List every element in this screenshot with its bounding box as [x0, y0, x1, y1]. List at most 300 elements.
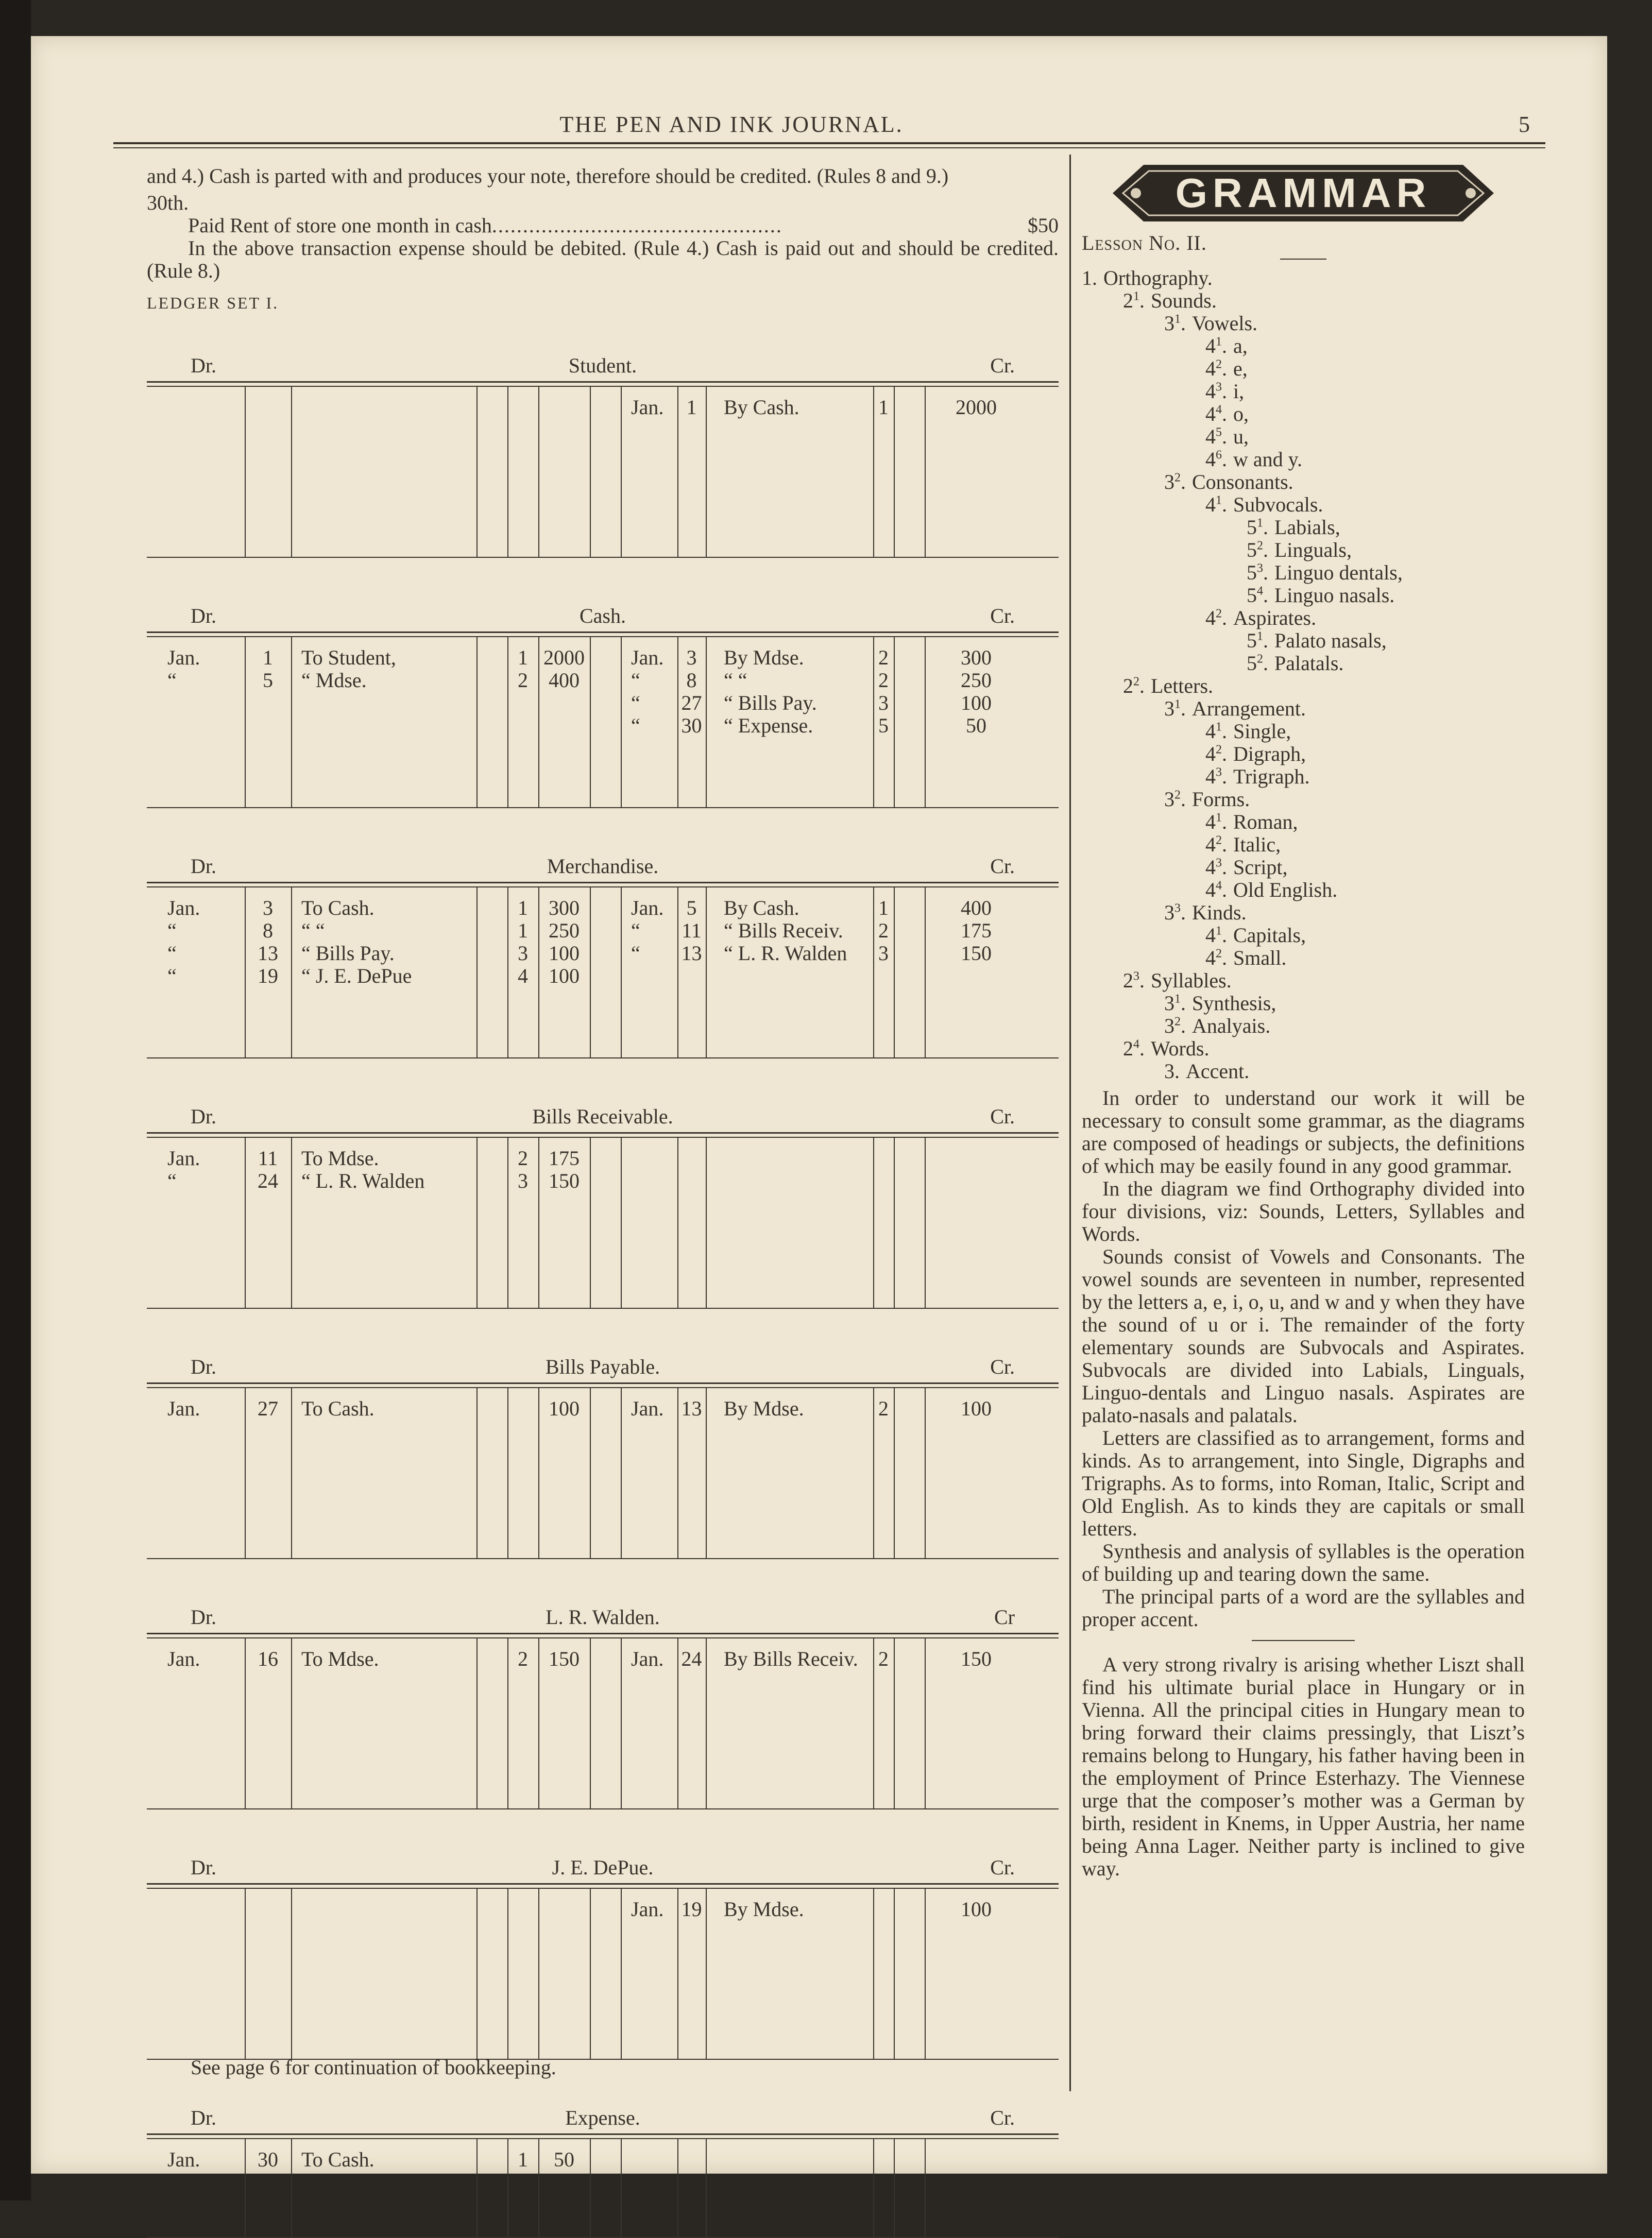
- ledger-column-line: [894, 1889, 895, 2059]
- ledger-debit-amount: 50: [554, 2148, 574, 2171]
- outline-item: [1082, 539, 1525, 561]
- ledger-column-line: [590, 387, 591, 557]
- rent-entry: [147, 214, 1059, 237]
- outline-item: [1082, 743, 1525, 765]
- ledger-column-line: [894, 1388, 895, 1558]
- ledger-debit-desc: To Cash.: [301, 1397, 374, 1420]
- ledger-heading: [147, 1602, 1059, 1633]
- ledger-column-line: [706, 1889, 707, 2059]
- credit-label: Cr.: [990, 1105, 1015, 1128]
- ledger-account: [147, 1852, 1059, 2060]
- outline-number: 4: [1205, 448, 1216, 471]
- section-rule: [1252, 1640, 1355, 1641]
- rent-entry-amount: $50: [1028, 214, 1059, 237]
- outline-number: 4: [1205, 425, 1216, 448]
- ledger-column-line: [507, 1388, 508, 1558]
- ledger-column-line: [590, 887, 591, 1057]
- ledger-column-line: [476, 1638, 478, 1808]
- ledger-credit-folio: 2: [878, 1397, 889, 1420]
- outline-item: [1082, 584, 1525, 607]
- ledger-debit-amount: 100: [549, 964, 580, 987]
- ledger-debit-desc: To Student,: [301, 646, 396, 669]
- ledger-debit-month: “: [167, 942, 177, 965]
- outline-dot: .: [1139, 674, 1145, 697]
- header-rule-top: [113, 142, 1545, 144]
- credit-label: Cr: [994, 1605, 1015, 1629]
- outline-superscript: 1: [1257, 516, 1263, 530]
- outline-dot: .: [1139, 969, 1145, 992]
- outline-item: [1082, 561, 1525, 584]
- continuation-note: See page 6 for continuation of bookkeeping.: [191, 2056, 556, 2079]
- ledger-debit-day: 13: [258, 942, 278, 965]
- ledger-column-line: [538, 387, 539, 557]
- ledger-column-line: [621, 1138, 622, 1308]
- outline-number: 2: [1123, 289, 1133, 312]
- outline-text: Vowels.: [1192, 312, 1258, 335]
- outline-dot: .: [1222, 924, 1227, 947]
- ledger-credit-amount: 150: [961, 942, 992, 965]
- ledger-credit-day: 19: [681, 1898, 702, 1921]
- outline-text: Old English.: [1233, 878, 1338, 901]
- ledger-credit-folio: 2: [878, 919, 889, 942]
- ledger-debit-folio: 1: [518, 646, 528, 669]
- outline-item: [1082, 697, 1525, 720]
- ledger-column-line: [677, 1138, 678, 1308]
- ledger-credit-folio: 2: [878, 669, 889, 692]
- ledger-credit-amount: 175: [961, 919, 992, 942]
- outline-number: 4: [1205, 334, 1216, 357]
- ledger-credit-folio: 1: [878, 396, 889, 419]
- bookkeeping-intro: [147, 165, 1059, 314]
- outline-superscript: 1: [1216, 924, 1222, 938]
- ledger-credit-month: Jan.: [631, 1647, 664, 1670]
- outline-dot: .: [1222, 402, 1227, 425]
- outline-text: Linguo nasals.: [1274, 584, 1395, 607]
- ledger-column-line: [291, 637, 292, 807]
- grammar-paragraph: Synthesis and analysis of syllables is the operation of building up and tearing down the same.: [1082, 1540, 1525, 1585]
- ledger-credit-desc: By Mdse.: [724, 1898, 804, 1921]
- outline-text: Capitals,: [1233, 924, 1306, 947]
- outline-item: [1082, 720, 1525, 743]
- outline-dot: .: [1181, 697, 1186, 720]
- ledger-column-line: [590, 1889, 591, 2059]
- grammar-paragraphs: [1082, 1087, 1525, 1631]
- ledger-debit-month: Jan.: [167, 1647, 200, 1670]
- ledger-column-line: [873, 1138, 874, 1308]
- outline-text: Linguals,: [1274, 538, 1352, 561]
- ledger-debit-desc: “ “: [301, 919, 325, 942]
- ledger-credit-folio: 5: [878, 714, 889, 737]
- outline-text: Single,: [1233, 720, 1291, 743]
- ledger-body: [147, 1138, 1059, 1309]
- outline-number: 5: [1247, 538, 1257, 561]
- outline-superscript: 2: [1257, 652, 1263, 666]
- ledger-debit-month: Jan.: [167, 1147, 200, 1170]
- ledger-debit-desc: “ Mdse.: [301, 669, 367, 692]
- ledger-heading: [147, 851, 1059, 882]
- debit-label: Dr.: [191, 2106, 216, 2129]
- journal-title: THE PEN AND INK JOURNAL.: [559, 112, 904, 137]
- outline-number: 3: [1164, 697, 1174, 720]
- ledger-column-line: [590, 1138, 591, 1308]
- ledger-credit-month: Jan.: [631, 396, 664, 419]
- ledger-credit-amount: 100: [961, 1898, 992, 1921]
- ledger-column-line: [706, 2139, 707, 2237]
- page-number: 5: [1519, 112, 1530, 137]
- ledger-column-line: [621, 887, 622, 1057]
- ledger-column-line: [476, 1388, 478, 1558]
- outline-superscript: 2: [1174, 788, 1181, 802]
- ledger-credit-month: “: [631, 669, 640, 692]
- ledger-debit-amount: 100: [549, 942, 580, 965]
- ledger-debit-desc: “ J. E. DePue: [301, 964, 412, 987]
- ledger-credit-day: 5: [686, 896, 697, 919]
- ledger-credit-month: “: [631, 691, 640, 714]
- column-separator: [1069, 155, 1071, 2091]
- ledger-debit-day: 1: [263, 646, 273, 669]
- ledger-debit-month: Jan.: [167, 2148, 200, 2171]
- ledger-debit-day: 24: [258, 1169, 278, 1192]
- outline-text: Palato nasals,: [1274, 629, 1387, 652]
- outline-item: [1082, 335, 1525, 357]
- ledger-debit-day: 19: [258, 964, 278, 987]
- ledger-body: [147, 637, 1059, 808]
- ledger-debit-folio: 3: [518, 1169, 528, 1192]
- ledger-debit-month: “: [167, 919, 177, 942]
- ledger-column-line: [706, 637, 707, 807]
- ledger-debit-amount: 150: [549, 1169, 580, 1192]
- outline-superscript: 4: [1133, 1037, 1139, 1051]
- outline-dot: .: [1222, 946, 1227, 969]
- ledger-credit-amount: 300: [961, 646, 992, 669]
- ledger-credit-day: 30: [681, 714, 702, 737]
- ledger-account: [147, 1602, 1059, 1809]
- outline-dot: .: [1222, 742, 1227, 765]
- ledger-credit-month: “: [631, 919, 640, 942]
- ledger-credit-folio: 1: [878, 896, 889, 919]
- outline-text: Words.: [1151, 1037, 1210, 1060]
- outline-number: 4: [1205, 357, 1216, 380]
- outline-superscript: 2: [1174, 471, 1181, 485]
- ledger-credit-amount: 400: [961, 896, 992, 919]
- outline-item: [1082, 947, 1525, 969]
- ledger-debit-month: Jan.: [167, 646, 200, 669]
- outline-superscript: 4: [1216, 403, 1222, 417]
- ledger-account: [147, 1352, 1059, 1559]
- outline-number: 5: [1247, 561, 1257, 584]
- ledger-column-line: [291, 1388, 292, 1558]
- outline-number: 3: [1164, 788, 1174, 811]
- ledger-credit-month: “: [631, 714, 640, 737]
- credit-label: Cr.: [990, 1856, 1015, 1879]
- ledger-debit-month: “: [167, 669, 177, 692]
- ledger-debit-month: “: [167, 964, 177, 987]
- outline-dot: .: [1139, 289, 1145, 312]
- outline-number: 4: [1205, 742, 1216, 765]
- outline-number: 4: [1205, 833, 1216, 856]
- outline-superscript: 2: [1133, 675, 1139, 689]
- grammar-paragraph: In the diagram we find Orthography divided into four divisions, viz: Sounds, Letters, Syllables and Words.: [1082, 1177, 1525, 1245]
- ledger-double-rule: [147, 1633, 1059, 1638]
- outline-superscript: 1: [1216, 335, 1222, 349]
- ledger-debit-amount: 175: [549, 1147, 580, 1170]
- outline-number: 3: [1164, 992, 1174, 1015]
- debit-label: Dr.: [191, 1856, 216, 1879]
- grammar-paragraph: Sounds consist of Vowels and Consonants. The vowel sounds are seventeen in number, represented by the letters a, e, i, o, u, and w and y when they have the sound of u or i. The remainder of the forty elementary sounds are Subvocals and Aspirates. Subvocals are divided into Labials, Linguals, Linguo-dentals and Linguo nasals. Aspirates are palato-nasals and palatals.: [1082, 1245, 1525, 1427]
- account-name: Merchandise.: [547, 855, 659, 878]
- outline-dot: .: [1263, 516, 1268, 539]
- ledger-column-line: [706, 1638, 707, 1808]
- ledger-credit-day: 11: [682, 919, 702, 942]
- ledger-debit-day: 16: [258, 1647, 278, 1670]
- ledger-credit-month: Jan.: [631, 1397, 664, 1420]
- outline-text: Syllables.: [1151, 969, 1232, 992]
- ledger-debit-amount: 100: [549, 1397, 580, 1420]
- ledger-column-line: [476, 1138, 478, 1308]
- outline-dot: .: [1139, 1037, 1145, 1060]
- outline-item: [1082, 312, 1525, 335]
- ledger-credit-amount: 2000: [956, 396, 997, 419]
- grammar-column: [1082, 160, 1525, 1880]
- outline-item: [1082, 924, 1525, 947]
- ledger-credit-desc: “ L. R. Walden: [724, 942, 847, 965]
- ledger-credit-folio: 2: [878, 1647, 889, 1670]
- outline-number: 5: [1247, 652, 1257, 675]
- outline-superscript: 2: [1216, 833, 1222, 847]
- outline-dot: .: [1222, 334, 1227, 357]
- ledger-double-rule: [147, 631, 1059, 637]
- outline-item: [1082, 380, 1525, 403]
- outline-superscript: 2: [1216, 743, 1222, 757]
- ledger-double-rule: [147, 1382, 1059, 1388]
- outline-number: 5: [1247, 584, 1257, 607]
- ledger-credit-desc: “ Expense.: [724, 714, 813, 737]
- ledger-credit-desc: “ Bills Receiv.: [724, 919, 843, 942]
- grammar-banner: [1113, 160, 1494, 227]
- outline-item: [1082, 493, 1525, 516]
- outline-superscript: 2: [1216, 607, 1222, 621]
- outline-dot: .: [1181, 312, 1186, 335]
- ledger-account: [147, 1101, 1059, 1309]
- ledger-credit-desc: By Bills Receiv.: [724, 1647, 858, 1670]
- account-name: Expense.: [565, 2106, 640, 2129]
- ledger-column-line: [706, 887, 707, 1057]
- ledger-debit-folio: 2: [518, 1647, 528, 1670]
- outline-dot: .: [1263, 584, 1268, 607]
- ledger-column-line: [590, 1638, 591, 1808]
- outline-superscript: 4: [1257, 584, 1263, 598]
- ledger-credit-day: 13: [681, 942, 702, 965]
- ledger-column-line: [245, 1889, 246, 2059]
- outline-superscript: 2: [1174, 1015, 1181, 1029]
- outline-text: Digraph,: [1233, 742, 1306, 765]
- ledger-double-rule: [147, 1132, 1059, 1138]
- ledger-credit-desc: “ “: [724, 669, 747, 692]
- ledger-debit-folio: 1: [518, 919, 528, 942]
- ledger-column-line: [873, 2139, 874, 2237]
- ledger-body: [147, 2139, 1059, 2238]
- ledger-debit-day: 30: [258, 2148, 278, 2171]
- outline-text: i,: [1233, 380, 1245, 403]
- ledger-credit-amount: 100: [961, 1397, 992, 1420]
- outline-text: Small.: [1233, 946, 1287, 969]
- ledger-column-line: [476, 887, 478, 1057]
- outline-number: 4: [1205, 720, 1216, 743]
- outline-item: [1082, 652, 1525, 675]
- outline-number: 4: [1205, 856, 1216, 879]
- ledger-debit-folio: 1: [518, 2148, 528, 2171]
- account-name: Bills Payable.: [545, 1355, 660, 1378]
- grammar-outline: [1082, 267, 1525, 1083]
- ledger-column-line: [476, 1889, 478, 2059]
- debit-label: Dr.: [191, 1605, 216, 1629]
- ledger-debit-desc: To Cash.: [301, 896, 374, 919]
- outline-number: 4: [1205, 380, 1216, 403]
- outline-superscript: 3: [1133, 969, 1139, 983]
- outline-item: [1082, 1060, 1525, 1083]
- outline-number: 3.: [1164, 1060, 1180, 1083]
- ledger-body: [147, 1638, 1059, 1809]
- outline-dot: .: [1181, 992, 1186, 1015]
- outline-item: [1082, 425, 1525, 448]
- ledger-column-line: [476, 387, 478, 557]
- ledger-column-line: [894, 2139, 895, 2237]
- outline-item: [1082, 629, 1525, 652]
- grammar-paragraph: The principal parts of a word are the syllables and proper accent.: [1082, 1585, 1525, 1631]
- account-name: L. R. Walden.: [546, 1605, 660, 1629]
- outline-superscript: 1: [1257, 629, 1263, 643]
- account-name: Cash.: [580, 604, 626, 627]
- outline-dot: .: [1263, 538, 1268, 561]
- outline-superscript: 2: [1216, 947, 1222, 961]
- outline-text: Arrangement.: [1192, 697, 1306, 720]
- ledger-credit-day: 8: [686, 669, 697, 692]
- ledger-column-line: [894, 637, 895, 807]
- outline-superscript: 3: [1174, 901, 1181, 915]
- outline-text: Italic,: [1233, 833, 1281, 856]
- ledger-credit-folio: 3: [878, 691, 889, 714]
- outline-number: 2: [1123, 1037, 1133, 1060]
- ledger-column-line: [245, 387, 246, 557]
- credit-label: Cr.: [990, 1355, 1015, 1378]
- ledger-credit-desc: By Cash.: [724, 396, 799, 419]
- ledger-column-line: [706, 1388, 707, 1558]
- ledger-column-line: [621, 1638, 622, 1808]
- outline-text: e,: [1233, 357, 1248, 380]
- outline-superscript: 3: [1216, 765, 1222, 779]
- outline-superscript: 3: [1216, 380, 1222, 394]
- ledger-column-line: [590, 1388, 591, 1558]
- outline-item: [1082, 448, 1525, 471]
- outline-superscript: 2: [1257, 539, 1263, 553]
- outline-item: [1082, 856, 1525, 879]
- ledger-credit-amount: 100: [961, 691, 992, 714]
- ledger-column-line: [538, 1889, 539, 2059]
- credit-label: Cr.: [990, 354, 1015, 377]
- outline-number: 4: [1205, 493, 1216, 516]
- outline-dot: .: [1222, 425, 1227, 448]
- ledger-account: [147, 851, 1059, 1058]
- outline-text: Aspirates.: [1233, 606, 1317, 629]
- credit-label: Cr.: [990, 855, 1015, 878]
- outline-superscript: 1: [1216, 811, 1222, 825]
- outline-dot: .: [1263, 629, 1268, 652]
- ledger-debit-day: 27: [258, 1397, 278, 1420]
- ledger-column-line: [291, 387, 292, 557]
- ledger-column-line: [706, 387, 707, 557]
- outline-dot: .: [1222, 765, 1227, 788]
- outline-dot: .: [1222, 606, 1227, 629]
- ledger-column-line: [291, 1138, 292, 1308]
- outline-text: Sounds.: [1151, 289, 1217, 312]
- ledger-credit-folio: 2: [878, 646, 889, 669]
- outline-item: [1082, 969, 1525, 992]
- outline-number: 3: [1164, 312, 1174, 335]
- outline-superscript: 1: [1174, 312, 1181, 326]
- outline-item: [1082, 833, 1525, 856]
- ledger-debit-day: 8: [263, 919, 273, 942]
- outline-number: 2: [1123, 674, 1133, 697]
- outline-number: 4: [1205, 402, 1216, 425]
- debit-label: Dr.: [191, 1105, 216, 1128]
- ledger-credit-desc: “ Bills Pay.: [724, 691, 817, 714]
- outline-item: [1082, 607, 1525, 629]
- outline-text: Consonants.: [1192, 470, 1293, 493]
- outline-text: Orthography.: [1103, 266, 1213, 289]
- outline-dot: .: [1222, 856, 1227, 879]
- outline-dot: .: [1181, 901, 1186, 924]
- ledger-credit-desc: By Cash.: [724, 896, 799, 919]
- ledger-debit-day: 11: [258, 1147, 278, 1170]
- ledger-heading: [147, 1101, 1059, 1132]
- outline-dot: .: [1222, 878, 1227, 901]
- ledger-column-line: [507, 387, 508, 557]
- page-header: [113, 108, 1540, 139]
- rent-entry-label: Paid Rent of store one month in cash: [188, 214, 492, 237]
- ledger-double-rule: [147, 381, 1059, 387]
- ledger-heading: [147, 1852, 1059, 1883]
- ledger-debit-amount: 2000: [543, 646, 585, 669]
- ledger-debit-folio: 4: [518, 964, 528, 987]
- ledger-credit-month: “: [631, 942, 640, 965]
- ledger-credit-desc: By Mdse.: [724, 1397, 804, 1420]
- ledger-account: [147, 601, 1059, 808]
- outline-item: [1082, 675, 1525, 697]
- outline-dot: .: [1222, 448, 1227, 471]
- outline-number: 2: [1123, 969, 1133, 992]
- outline-item: [1082, 765, 1525, 788]
- entry-date: 30th.: [147, 191, 189, 214]
- ledger-column-line: [621, 2139, 622, 2237]
- outline-text: a,: [1233, 334, 1248, 357]
- outline-dot: .: [1222, 720, 1227, 743]
- ledger-column-line: [621, 637, 622, 807]
- ledger-column-line: [925, 2139, 926, 2237]
- credit-label: Cr.: [990, 604, 1015, 627]
- ledger-column-line: [291, 1889, 292, 2059]
- ledger-column-line: [590, 637, 591, 807]
- ledger-debit-desc: To Mdse.: [301, 1647, 379, 1670]
- outline-item: [1082, 1015, 1525, 1037]
- ledger-body: [147, 887, 1059, 1058]
- ledger-debit-desc: “ Bills Pay.: [301, 942, 395, 965]
- outline-superscript: 2: [1216, 357, 1222, 371]
- ledger-credit-day: 24: [681, 1647, 702, 1670]
- outline-item: [1082, 403, 1525, 425]
- ledger-heading: [147, 601, 1059, 631]
- outline-item: [1082, 901, 1525, 924]
- ledger-debit-folio: 2: [518, 1147, 528, 1170]
